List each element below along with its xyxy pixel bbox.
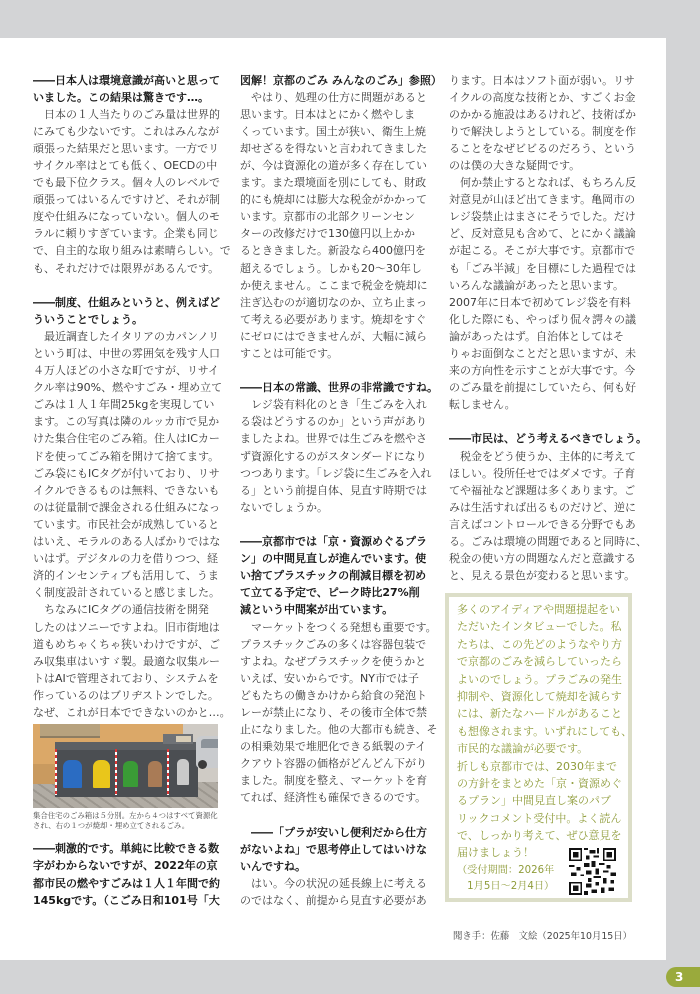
text-line: いんですね。 — [240, 859, 306, 873]
text-line: ます。また環境面を別にしても、財政 — [240, 176, 427, 190]
text-line: 言えばコントロールできる分野でもあ — [449, 517, 636, 531]
text-line: ――日本の常識、世界の非常識ですね。 — [240, 381, 438, 395]
text-line: も想像されます。いずれにしても、 — [457, 724, 633, 738]
text-line: 日本の１人当たりのごみ量は世界的 — [33, 107, 220, 121]
text-line: なぜ、これが日本でできないのかと…。 — [33, 705, 231, 719]
answer-paragraph — [240, 619, 438, 807]
answer-paragraph — [33, 328, 223, 602]
striped-post — [55, 749, 57, 795]
text-line: ごみ袋にもICタグが付いており、リサ — [33, 466, 220, 480]
text-line: るとききました。新設なら400億円を — [240, 244, 426, 258]
text-line: ることをなぜビビるのだろう、という — [449, 141, 636, 155]
text-line: レジ袋禁止はまさにそうでした。だけ — [449, 210, 636, 224]
text-line: 多くのアイディアや問題提起をい — [457, 603, 621, 616]
text-line: ――「プラが安いし便利だから仕方 — [240, 825, 427, 839]
text-line: つつあります。「レジ袋に生ごみを入れ — [240, 466, 432, 480]
text-line: も「ごみ半減」を目標にした過程では — [449, 261, 636, 275]
text-line: ――刺激的です。単純に比較できる数 — [33, 841, 220, 855]
paragraph-gap — [240, 362, 434, 379]
answer-paragraph — [240, 89, 434, 363]
text-line: すことは可能です。 — [240, 347, 339, 360]
text-line: 頑張った結果だと思います。一方でリ — [33, 141, 220, 155]
text-line: 的にも焼却には膨大な税金がかかって — [240, 193, 427, 207]
text-line: で京都のごみを減らしていったら — [457, 655, 622, 669]
text-line: はいえ、モラルのある人ばかりではな — [33, 535, 221, 549]
text-line: 作っているのはブリヂストンでした。 — [33, 688, 219, 702]
text-line: サイクル率はとても低く、OECDの中 — [33, 158, 218, 172]
text-line: み収集車はいすゞ製。最適な収集ルー — [33, 654, 220, 668]
text-line: 市民的な議論が必要です。 — [457, 742, 589, 756]
text-line: か使えません。ここまで税金を焼却に — [240, 278, 428, 292]
text-line: にみても少ないです。これはみんなが — [33, 124, 220, 138]
text-line: ず資源化するのがスタンダードになり — [240, 449, 427, 463]
text-line: にゼロにはできませんが、大幅に減ら — [240, 329, 427, 343]
text-line: 注ぎ込むのが適切なのか、立ち止まっ — [240, 295, 427, 309]
text-line: てや福祉など課題は多くあります。ご — [449, 483, 636, 497]
text-line: のは僕の大きな疑問です。 — [449, 158, 581, 172]
green-bin-panel — [123, 761, 138, 787]
text-line: る袋はどうするのか」という声があり — [240, 415, 427, 429]
text-line: 来の方向性を示すことが大事です。今 — [449, 364, 636, 378]
text-line: 145kgです。（こごみ日和101号「大 — [33, 894, 220, 908]
garbage-bins-photo — [33, 724, 218, 808]
text-line: の方針をまとめた「京・資源めぐ — [457, 776, 622, 790]
text-line: イクルの高度な技術とか、すごくお金 — [449, 90, 636, 104]
text-line: いはず。デジタルの力を借りつつ、経 — [33, 552, 219, 566]
text-line: 度や仕組みになっていない。個人のモ — [33, 210, 220, 224]
text-line: トはAIで管理されており、システムを — [33, 671, 219, 685]
text-line: のごみ量を前提にしていたら、何も好 — [449, 381, 636, 395]
page-number-badge: 3 — [666, 967, 700, 987]
text-line: クル率は90%、燃やすごみ・埋め立て — [33, 381, 223, 395]
text-line: どもたちの働きかけから給食の発泡ト — [240, 688, 427, 702]
text-line: 届けましょう！ — [457, 846, 534, 860]
interviewer-question — [240, 824, 434, 875]
text-line: 減という中間案が出ています。 — [240, 603, 394, 617]
text-line: が起こる。そこが大事です。京都市で — [449, 244, 636, 258]
text-line: ――日本人は環境意識が高いと思って — [33, 73, 220, 87]
text-line: 最近調査したイタリアのカパンノリ — [33, 329, 220, 343]
text-line: けた集合住宅のごみ箱。住人はICカー — [33, 432, 220, 446]
caption-line: され、右の１つが焼却・埋め立てされるごみ。 — [33, 821, 190, 830]
column-2-text — [240, 72, 442, 910]
answer-paragraph — [33, 601, 231, 721]
yellow-bin-panel — [93, 760, 110, 788]
interviewer-question — [449, 430, 647, 447]
text-line: プラスチックごみの多くは容器包装で — [240, 637, 427, 651]
text-line: くっています。国土が狭い、衛生上焼 — [240, 124, 426, 138]
text-line: て立てる予定で、ピーク時比27%削 — [240, 586, 420, 600]
column-3-text — [449, 72, 647, 585]
text-line: したのはソニーですよね。旧市街地は — [33, 620, 220, 634]
wall-lower — [33, 764, 55, 784]
text-line: 何か禁止するとなれば、もちろん反 — [449, 176, 636, 190]
text-line: が、今は資源化の道が多く存在してい — [240, 158, 427, 172]
column-1-text — [33, 72, 231, 722]
photo-caption — [33, 811, 223, 831]
caption-line: 集合住宅のごみ箱は５分別。左から４つはすべて資源化 — [33, 811, 218, 820]
striped-post — [115, 749, 117, 795]
text-line: イクルできるものは無料、できないも — [33, 483, 220, 497]
text-line: てれば、経済性も確保できるのです。 — [240, 791, 427, 805]
text-line: みは生活すれば出るものだけど、逆に — [449, 500, 636, 514]
text-line: る。ごみは環境の問題であると同時に、 — [449, 535, 647, 549]
text-line: のは従量制で課金される仕組みになっ — [33, 500, 220, 514]
text-line: の相乗効果で堆肥化できる紙製のテイ — [240, 740, 427, 754]
text-line: クアウト容器の価格がどんどん下がり — [240, 757, 427, 771]
text-line: たちは、この先どのようなやり方 — [457, 637, 622, 651]
text-line: 済的インセンティブも活用して、うま — [33, 569, 219, 583]
text-line: ン」の中間見直しが進んでいます。使 — [240, 552, 427, 566]
text-line: 税金をどう使うか、主体的に考えて — [449, 449, 636, 463]
text-line: ドを使ってごみ箱を開けて捨てます。 — [33, 449, 220, 463]
text-line: も、それだけでは限界があるんです。 — [33, 261, 220, 275]
text-line: ないでしょうか。 — [240, 500, 328, 514]
answer-paragraph — [449, 448, 647, 585]
qr-code-icon[interactable] — [568, 848, 617, 895]
text-line: やはり、処理の仕方に問題があると — [240, 90, 427, 104]
text-line: 2007年に日本で初めてレジ袋を有料 — [449, 295, 631, 309]
text-line: ――京都市では「京・資源めぐるプラ — [240, 535, 427, 549]
car-wheel — [198, 760, 207, 769]
text-line: 都市民の燃やすごみは１人１年間で約 — [33, 876, 220, 890]
interviewer-question — [240, 379, 438, 396]
text-line: 超えるでしょう。しかも20～30年し — [240, 261, 422, 275]
text-line: には、新たなハードルがあること — [457, 707, 622, 721]
answer-paragraph — [240, 875, 434, 909]
text-line: 字がわからないですが、2022年の京 — [33, 859, 218, 873]
text-line: ――市民は、どう考えるべきでしょう。 — [449, 432, 647, 446]
text-line: 折しも京都市では、2030年まで — [457, 759, 617, 773]
text-line: ましたよね。世界では生ごみを燃やさ — [240, 432, 427, 446]
text-line: ど、反対意見も含めて、とにかく議論 — [449, 227, 636, 241]
text-line: レーが禁止になり、その後市全体で禁 — [240, 705, 427, 719]
text-line: 頑張ってはいるんですけど、それが制 — [33, 193, 220, 207]
text-line: ――制度、仕組みというと、例えばど — [33, 295, 220, 309]
text-line: レジ袋有料化のとき「生ごみを入れ — [240, 398, 427, 412]
text-line: ります。日本はソフト面が弱い。リサ — [449, 73, 635, 87]
text-line: いました。この結果は驚きです…。 — [33, 90, 209, 104]
text-line: る」という前提自体、見直す時期では — [240, 483, 427, 497]
text-line: でも最下位クラス。個々人のレベルで — [33, 176, 220, 190]
text-line: マーケットをつくる発想も重要です。 — [240, 620, 437, 634]
answer-paragraph — [449, 72, 637, 175]
interviewer-credit: 聞き手：佐藤 文絵（2025年10月15日） — [453, 931, 632, 942]
text-line: すよね。なぜプラスチックを使うかと — [240, 654, 427, 668]
text-line: （受付期間：2026年 — [457, 865, 555, 876]
text-line: と、見える景色が変わると思います。 — [449, 569, 636, 583]
window-frame — [40, 724, 100, 738]
interviewer-question — [33, 840, 220, 910]
text-line: 化した際にも、やっぱり侃々諤々の議 — [449, 312, 636, 326]
comment-period — [457, 863, 554, 894]
card-reader-panel — [176, 736, 191, 742]
text-line: います。京都市の北部クリーンセン — [240, 210, 415, 224]
editorial-note-box — [445, 593, 632, 902]
text-line: で、しっかり考えて、ぜひ意見を — [457, 829, 622, 843]
text-line: ごみは１人１年間25kgを実現してい — [33, 398, 215, 412]
text-line: リックコメント受付中。よく読ん — [457, 811, 622, 825]
car-window — [201, 739, 218, 748]
text-line: ただいたインタビューでした。私 — [457, 620, 622, 634]
text-line: て考える必要があります。焼却をすぐ — [240, 312, 427, 326]
text-line: 論があったはず。自治体としてはそ — [449, 329, 625, 343]
blue-bin-panel — [63, 760, 82, 788]
text-line: りゃお面倒なことだと思いますが、未 — [449, 347, 636, 360]
answer-paragraph — [449, 174, 637, 413]
text-line: いろんな議論があったと思います。 — [449, 278, 625, 292]
gray-bin-panel — [177, 759, 189, 785]
text-line: 却せざるを得ないと言われてきました — [240, 141, 427, 155]
text-line: ４万人ほどの小さな町ですが、リサイ — [33, 364, 220, 378]
answer-paragraph — [33, 106, 231, 277]
text-line: 1月5日～2月4日） — [457, 880, 555, 892]
text-line: はい。今の状況の延長線上に考える — [240, 876, 427, 890]
text-line: ます。この写真は隣のルッカ市で見か — [33, 415, 220, 429]
text-line: 道もめちゃくちゃ狭いわけですが、ご — [33, 637, 220, 651]
text-line: という町は、中世の雰囲気を残す人口 — [33, 347, 220, 360]
paragraph-gap — [449, 413, 637, 430]
text-line: よいのでしょう。プラごみの発生 — [457, 672, 622, 686]
column-1-question — [33, 840, 220, 910]
text-line: い捨てプラスチックの削減目標を初め — [240, 569, 427, 583]
text-line: 転しません。 — [449, 398, 516, 412]
text-line: ういうことでしょう。 — [33, 312, 143, 326]
paragraph-gap — [240, 807, 434, 824]
text-line: ています。市民社会が成熟していると — [33, 517, 220, 531]
text-line: のではなく、前提から見直す必要があ — [240, 894, 427, 907]
text-line: りで解決しようとしている。制度を作 — [449, 124, 636, 138]
text-line: ターの改修だけで130億円以上かか — [240, 227, 415, 241]
text-line: 思います。日本はとにかく燃やしま — [240, 107, 416, 121]
text-line: ました。制度を整え、マーケットを育 — [240, 774, 428, 788]
text-line: ちなみにICタグの通信技術を開発 — [33, 603, 209, 617]
interviewer-question — [240, 72, 442, 89]
text-line: く制度設計されていると感じました。 — [33, 586, 220, 600]
text-line: のかかる施設はあるけれど、技術ばか — [449, 107, 636, 121]
text-line: 対意見が山ほど出てきます。亀岡市の — [449, 193, 636, 207]
brown-bin-panel — [148, 761, 162, 787]
note-text — [457, 601, 632, 862]
text-line: ほしい。役所任せではダメです。子育 — [449, 466, 636, 480]
interviewer-question — [240, 533, 434, 618]
striped-post — [167, 749, 169, 795]
text-line: 止になりました。他の大都市も続き、そ — [240, 723, 438, 737]
text-line: るプラン」中間見直し案のパブ — [457, 794, 611, 808]
text-line: 税金の使い方の問題なんだと意識する — [449, 552, 636, 566]
text-line: 抑制や、資源化して焼却を減らす — [457, 689, 622, 703]
paragraph-gap — [240, 516, 434, 533]
interviewer-question — [33, 294, 220, 328]
paragraph-gap — [33, 277, 220, 294]
interviewer-question — [33, 72, 220, 106]
text-line: がないよね」で思考停止してはいけな — [240, 842, 427, 856]
text-line: いえば、安いからです。NY市では子 — [240, 671, 419, 685]
text-line: で、自主的な取り組みは素晴らしい。で — [33, 244, 231, 258]
text-line: 図解！京都のごみ みんなのごみ」参照） — [240, 73, 442, 87]
text-line: ラルに頼りすぎています。企業も同じ — [33, 227, 219, 241]
answer-paragraph — [240, 396, 434, 516]
